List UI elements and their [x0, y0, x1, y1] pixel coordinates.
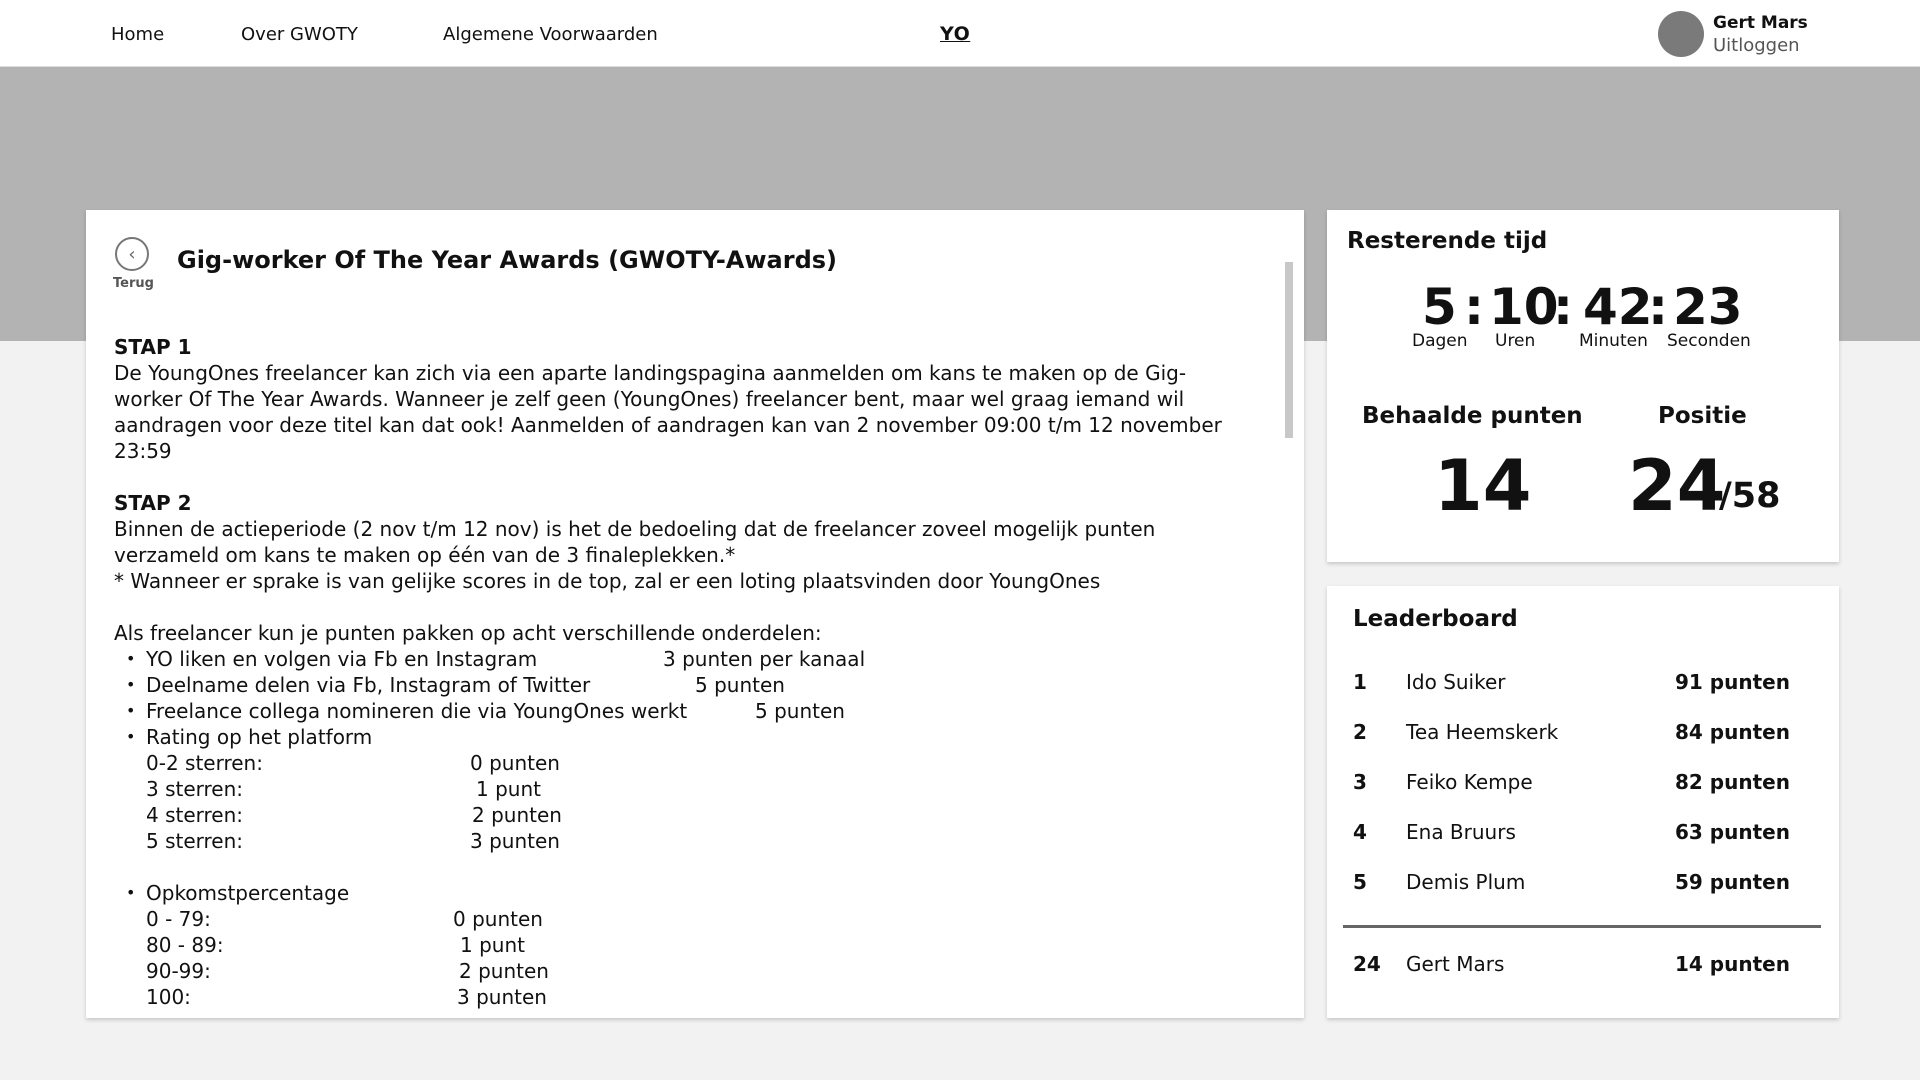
rating-row [114, 776, 1254, 802]
attendance-row [114, 906, 1254, 932]
point-item-value: 5 punten [695, 673, 785, 697]
attendance-row [114, 932, 1254, 958]
countdown-sep: : [1553, 278, 1573, 336]
leaderboard-points: 91 punten [1675, 670, 1790, 694]
attendance-row-value: 0 punten [453, 907, 543, 931]
leaderboard-rank: 24 [1353, 952, 1381, 976]
scrollbar-thumb[interactable] [1285, 262, 1293, 438]
leaderboard-own-row[interactable] [1327, 952, 1839, 982]
points-list [114, 646, 1254, 750]
step2-note: * Wanneer er sprake is van gelijke scores in de top, zal er een loting plaatsvinden door YoungOnes [114, 569, 1101, 593]
leaderboard-name: Ena Bruurs [1406, 820, 1516, 844]
list-item [114, 724, 1254, 750]
logout-link[interactable]: Uitloggen [1713, 35, 1800, 56]
minutes-label: Minuten [1579, 331, 1648, 351]
rating-row-value: 0 punten [470, 751, 560, 775]
countdown [1327, 278, 1839, 338]
leaderboard-row[interactable] [1327, 670, 1839, 700]
time-remaining-card [1327, 210, 1839, 562]
point-item-label: Deelname delen via Fb, Instagram of Twitter [146, 673, 591, 697]
rules-content [114, 334, 1254, 1010]
points-title: Behaalde punten [1362, 403, 1583, 429]
leaderboard-title: Leaderboard [1353, 606, 1518, 632]
attendance-row-label: 0 - 79: [146, 907, 211, 931]
list-item [114, 646, 1254, 672]
leaderboard-rank: 2 [1353, 720, 1367, 744]
rating-row-label: 4 sterren: [146, 803, 244, 827]
time-remaining-title: Resterende tijd [1347, 228, 1548, 254]
leaderboard-rank: 5 [1353, 870, 1367, 894]
rating-row-label: 0-2 sterren: [146, 751, 263, 775]
step1-text: De YoungOnes freelancer kan zich via een aparte landingspagina aanmelden om kans te maken op de Gig-worker Of The Year Awards. Wanneer je zelf geen (YoungOnes) freelancer bent, maar wel graag iemand wil aandragen voor deze titel kan dat ook! Aanmelden of aandragen kan van 2 november 09:00 t/m 12 november 23:59 [114, 361, 1222, 463]
back-button[interactable] [115, 237, 149, 271]
attendance-row-value: 1 punt [460, 933, 525, 957]
list-item [114, 672, 1254, 698]
leaderboard-points: 59 punten [1675, 870, 1790, 894]
hours-label: Uren [1495, 331, 1536, 351]
chevron-left-icon: ‹ [128, 243, 136, 265]
leaderboard-rank: 1 [1353, 670, 1367, 694]
position-value: 24 [1628, 445, 1726, 527]
leaderboard-points: 82 punten [1675, 770, 1790, 794]
attendance-row-value: 3 punten [457, 985, 547, 1009]
user-avatar[interactable] [1658, 11, 1704, 57]
attendance-row [114, 958, 1254, 984]
leaderboard-row[interactable] [1327, 770, 1839, 800]
leaderboard-divider [1343, 925, 1821, 928]
top-navigation-bar [0, 0, 1920, 67]
countdown-days: 5 [1422, 278, 1457, 336]
rating-row [114, 828, 1254, 854]
step2-text: Binnen de actieperiode (2 nov t/m 12 nov) is het de bedoeling dat de freelancer zoveel mogelijk punten verzameld om kans te maken op één van de 3 finaleplekken.* [114, 517, 1156, 567]
rating-row [114, 802, 1254, 828]
point-item-value: 5 punten [755, 699, 845, 723]
countdown-seconds: 23 [1673, 278, 1743, 336]
leaderboard-name: Tea Heemskerk [1406, 720, 1559, 744]
nav-about-link[interactable]: Over GWOTY [241, 24, 358, 45]
points-intro: Als freelancer kun je punten pakken op acht verschillende onderdelen: [114, 621, 822, 645]
leaderboard-card [1327, 586, 1839, 1018]
list-item [114, 880, 1254, 906]
leaderboard-points: 84 punten [1675, 720, 1790, 744]
back-label: Terug [113, 276, 154, 291]
nav-terms-link[interactable]: Algemene Voorwaarden [443, 24, 658, 45]
leaderboard-row[interactable] [1327, 720, 1839, 750]
leaderboard-rank: 4 [1353, 820, 1367, 844]
list-item [114, 698, 1254, 724]
countdown-minutes: 42 [1583, 278, 1653, 336]
countdown-hours: 10 [1489, 278, 1559, 336]
rules-card [86, 210, 1304, 1018]
step2-heading: STAP 2 [114, 491, 192, 515]
leaderboard-rank: 3 [1353, 770, 1367, 794]
leaderboard-row[interactable] [1327, 870, 1839, 900]
attendance-list [114, 880, 1254, 906]
days-label: Dagen [1412, 331, 1468, 351]
rating-row-label: 5 sterren: [146, 829, 244, 853]
leaderboard-points: 63 punten [1675, 820, 1790, 844]
leaderboard-name: Feiko Kempe [1406, 770, 1533, 794]
countdown-sep: : [1648, 278, 1668, 336]
attendance-label: Opkomstpercentage [146, 881, 350, 905]
points-value: 14 [1434, 445, 1532, 527]
position-total: /58 [1719, 476, 1781, 516]
nav-home-link[interactable]: Home [111, 24, 165, 45]
point-item-value: 3 punten per kanaal [663, 647, 866, 671]
attendance-row-value: 2 punten [459, 959, 549, 983]
rating-row-value: 1 punt [476, 777, 541, 801]
countdown-sep: : [1464, 278, 1484, 336]
leaderboard-name: Demis Plum [1406, 870, 1526, 894]
attendance-row-label: 100: [146, 985, 191, 1009]
step1-heading: STAP 1 [114, 335, 192, 359]
attendance-row-label: 90-99: [146, 959, 211, 983]
leaderboard-row[interactable] [1327, 820, 1839, 850]
rating-row-label: 3 sterren: [146, 777, 244, 801]
leaderboard-points: 14 punten [1675, 952, 1790, 976]
point-item-label: Freelance collega nomineren die via YoungOnes werkt [146, 699, 688, 723]
position-title: Positie [1658, 403, 1747, 429]
youngones-logo[interactable]: YO [940, 23, 971, 45]
rating-row-value: 3 punten [470, 829, 560, 853]
leaderboard-name: Gert Mars [1406, 952, 1505, 976]
page-title: Gig-worker Of The Year Awards (GWOTY-Awards) [177, 246, 838, 274]
user-name: Gert Mars [1713, 13, 1808, 33]
rating-row [114, 750, 1254, 776]
rating-label: Rating op het platform [146, 725, 373, 749]
attendance-row [114, 984, 1254, 1010]
seconds-label: Seconden [1667, 331, 1751, 351]
attendance-row-label: 80 - 89: [146, 933, 224, 957]
leaderboard-name: Ido Suiker [1406, 670, 1506, 694]
rating-row-value: 2 punten [472, 803, 562, 827]
point-item-label: YO liken en volgen via Fb en Instagram [146, 647, 538, 671]
